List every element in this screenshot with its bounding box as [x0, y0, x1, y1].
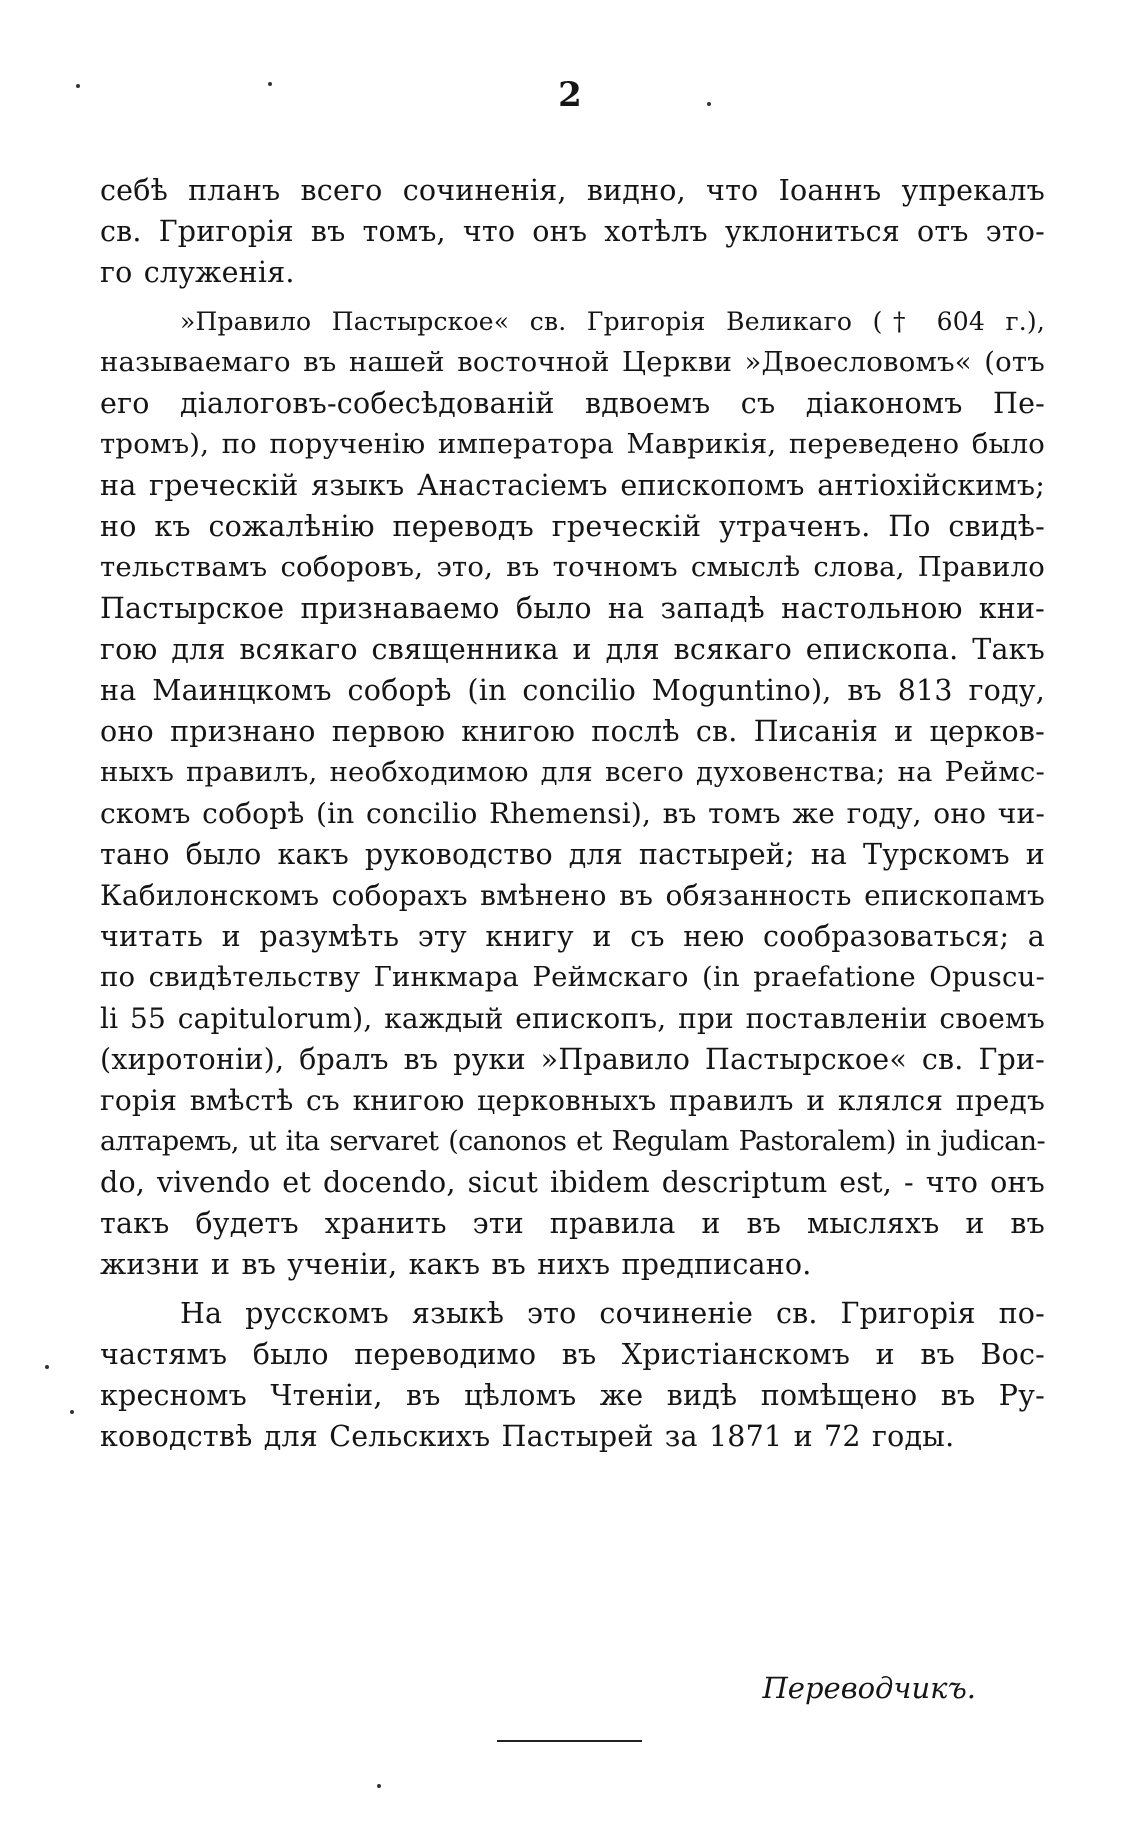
print-speck [76, 84, 80, 88]
text-line: жизни и въ ученіи, какъ въ нихъ предписано. [100, 1248, 812, 1281]
text-line: на Маинцкомъ соборѣ (in concilio Moguntino), въ 813 году, [100, 674, 1045, 707]
page-number: 2 [558, 75, 582, 115]
print-speck [70, 1410, 74, 1414]
text-line: ководствѣ для Сельскихъ Пастырей за 1871 и 72 годы. [100, 1420, 955, 1453]
text-line: частямъ было переводимо въ Христіанскомъ и въ Вос- [100, 1338, 1045, 1371]
print-speck [377, 1784, 381, 1788]
text-line: называемаго въ нашей восточной Церкви »Двоесловомъ« (отъ [100, 346, 1045, 378]
text-line: ныхъ правилъ, необходимою для всего духовенства; на Реймс- [100, 756, 1045, 788]
text-line: тельствамъ соборовъ, это, въ точномъ смыслѣ слова, Правило [100, 551, 1045, 583]
text-line: алтаремъ, ut ita servaret (canonos et Regulam Pastoralem) in judican- [100, 1126, 1045, 1157]
text-line: на греческій языкъ Анастасіемъ епископомъ антіохійскимъ; [100, 469, 1045, 502]
text-line: Пастырское признаваемо было на западѣ настольною кни- [100, 592, 1045, 625]
text-line: но къ сожалѣнію переводъ греческій утраченъ. По свидѣ- [100, 510, 1045, 543]
text-line: тромъ), по порученію императора Маврикія, переведено было [100, 428, 1045, 460]
text-line: его діалоговъ-собесѣдованій вдвоемъ съ діакономъ Пе- [100, 387, 1045, 420]
text-line: горія вмѣстѣ съ книгою церковныхъ правилъ и клялся предъ [100, 1084, 1045, 1117]
body-text [100, 170, 1045, 1457]
text-line: тано было какъ руководство для пастырей; на Турскомъ и [100, 838, 1045, 871]
signature: Переводчикъ. [762, 1671, 976, 1705]
text-line: (хиротоніи), бралъ въ руки »Правило Пастырское« св. Гри- [100, 1043, 1045, 1076]
print-speck [45, 1365, 49, 1369]
text-line: го служенія. [100, 256, 295, 289]
text-line: гою для всякаго священника и для всякаго епископа. Такъ [100, 633, 1045, 666]
end-rule-divider [497, 1740, 642, 1742]
text-line: читать и разумѣть эту книгу и съ нею сообразоваться; а [100, 920, 1045, 953]
text-line: по свидѣтельству Гинкмара Реймскаго (in praefatione Opuscu- [100, 961, 1045, 993]
text-line: do, vivendo et docendo, sicut ibidem descriptum est, - что онъ [100, 1166, 1045, 1199]
text-line: кресномъ Чтеніи, въ цѣломъ же видѣ помѣщено въ Ру- [100, 1379, 1045, 1412]
print-speck [707, 102, 711, 106]
text-line: св. Григорія въ томъ, что онъ хотѣлъ уклониться отъ это- [100, 215, 1045, 248]
text-line: оно признано первою книгою послѣ св. Писанія и церков- [100, 715, 1045, 748]
text-line: скомъ соборѣ (in concilio Rhemensi), въ томъ же году, оно чи- [100, 797, 1045, 830]
text-line: »Правило Пастырское« св. Григорія Великаго († 604 г.), [180, 307, 1045, 336]
text-line: себѣ планъ всего сочиненія, видно, что Іоаннъ упрекалъ [100, 174, 1045, 207]
text-line: li 55 capitulorum), каждый епископъ, при поставленіи своемъ [100, 1002, 1045, 1035]
text-line: Кабилонскомъ соборахъ вмѣнено въ обязанность епископамъ [100, 879, 1045, 912]
text-line: На русскомъ языкѣ это сочиненіе св. Григорія по- [180, 1297, 1045, 1330]
text-line: такъ будетъ хранить эти правила и въ мысляхъ и въ [100, 1207, 1045, 1240]
print-speck [268, 82, 272, 86]
